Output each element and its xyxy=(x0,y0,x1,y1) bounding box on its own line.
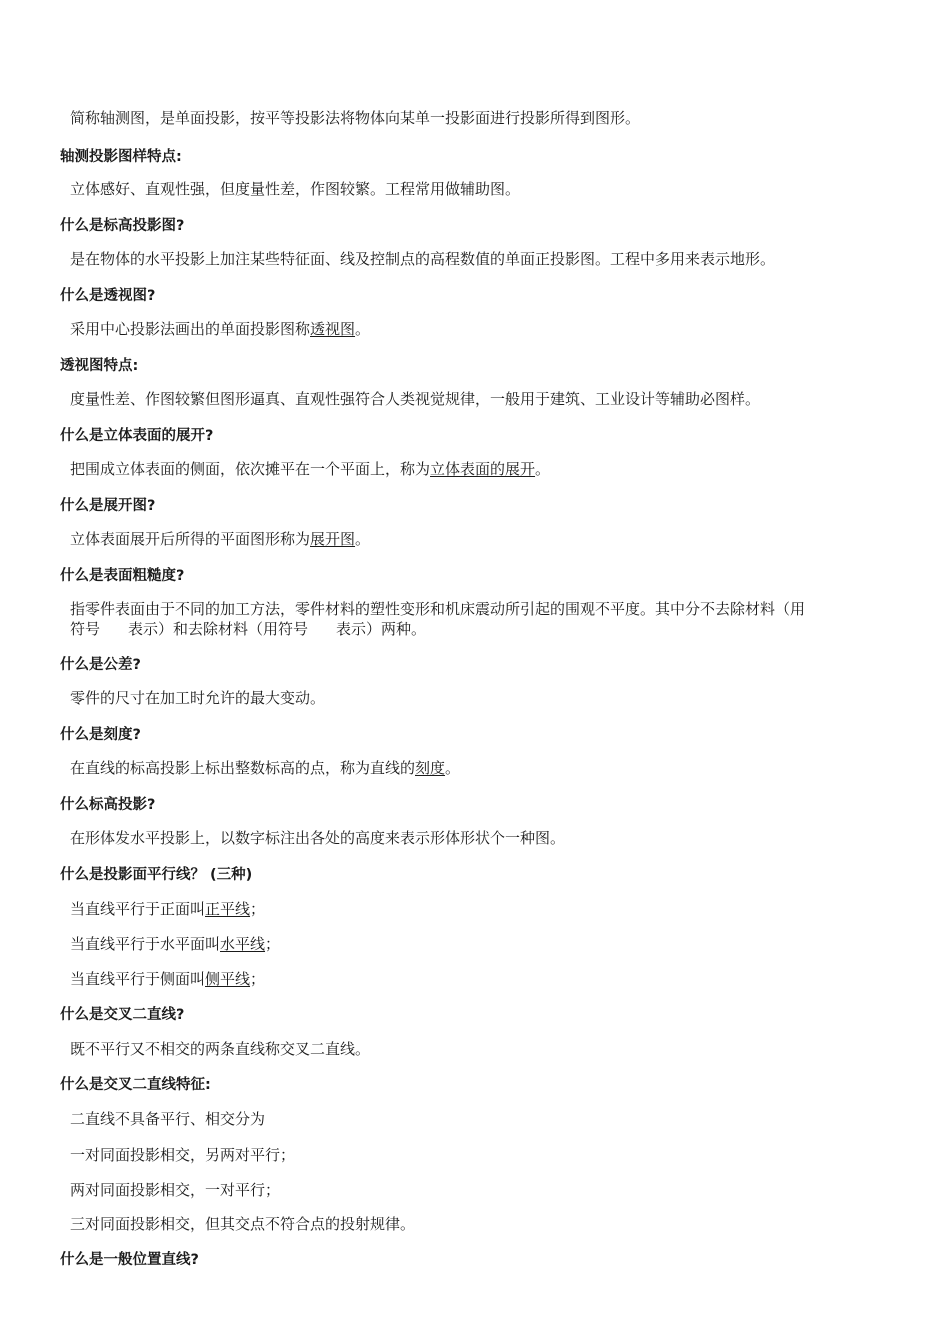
answer-text: 把围成立体表面的侧面，依次摊平在一个平面上，称为 xyxy=(70,460,431,478)
question-perspective-features: 透视图特点: xyxy=(60,358,139,374)
answer-suffix: ； xyxy=(250,970,266,988)
term-graduation: 刻度 xyxy=(415,759,446,777)
list-item-parallel-1 xyxy=(70,899,265,919)
question-elevation-projection: 什么是标高投影图? xyxy=(60,218,185,234)
question-perspective: 什么是透视图? xyxy=(60,288,156,304)
term-perspective: 透视图 xyxy=(310,320,356,338)
answer-suffix: ； xyxy=(250,900,266,918)
answer-development-drawing xyxy=(70,529,370,549)
answer-text: 当直线平行于水平面叫 xyxy=(70,935,221,953)
term-frontal-line: 正平线 xyxy=(205,900,251,918)
term-development-drawing: 展开图 xyxy=(310,530,356,548)
list-item-parallel-2 xyxy=(70,934,280,954)
question-tolerance: 什么是公差? xyxy=(60,657,141,673)
term-profile-line: 侧平线 xyxy=(205,970,251,988)
question-development-drawing: 什么是展开图? xyxy=(60,498,156,514)
term-horizontal-line: 水平线 xyxy=(220,935,266,953)
list-item-skew-2: 一对同面投影相交，另两对平行； xyxy=(70,1146,296,1164)
question-parallel-lines: 什么是投影面平行线？ (三种) xyxy=(60,867,253,883)
answer-roughness-line2 xyxy=(70,619,426,639)
question-surface-development: 什么是立体表面的展开? xyxy=(60,428,214,444)
list-item-skew-4: 三对同面投影相交，但其交点不符合点的投射规律。 xyxy=(70,1215,416,1233)
question-skew-features: 什么是交叉二直线特征: xyxy=(60,1077,211,1093)
answer-text: 表示）两种。 xyxy=(336,620,427,638)
answer-intro: 简称轴测图，是单面投影，按平等投影法将物体向某单一投影面进行投影所得到图形。 xyxy=(70,109,641,127)
answer-skew-lines: 既不平行又不相交的两条直线称交叉二直线。 xyxy=(70,1040,371,1058)
answer-suffix: 。 xyxy=(355,530,371,548)
list-item-skew-3: 两对同面投影相交，一对平行； xyxy=(70,1181,281,1199)
answer-suffix: 。 xyxy=(445,759,461,777)
answer-text: 当直线平行于正面叫 xyxy=(70,900,206,918)
answer-suffix: ； xyxy=(265,935,281,953)
question-general-line: 什么是一般位置直线? xyxy=(60,1252,199,1268)
question-roughness: 什么是表面粗糙度? xyxy=(60,568,185,584)
answer-perspective xyxy=(70,319,370,339)
answer-graduation xyxy=(70,758,460,778)
answer-axonometric-features: 立体感好、直观性强，但度量性差，作图较繁。工程常用做辅助图。 xyxy=(70,180,521,198)
answer-suffix: 。 xyxy=(355,320,371,338)
answer-perspective-features: 度量性差、作图较繁但图形逼真、直观性强符合人类视觉规律，一般用于建筑、工业设计等辅助必图样。 xyxy=(70,390,761,408)
answer-text: 立体表面展开后所得的平面图形称为 xyxy=(70,530,311,548)
answer-tolerance: 零件的尺寸在加工时允许的最大变动。 xyxy=(70,689,326,707)
question-axonometric-features: 轴测投影图样特点: xyxy=(60,149,182,165)
term-surface-development: 立体表面的展开 xyxy=(430,460,536,478)
question-elevation: 什么标高投影? xyxy=(60,797,156,813)
answer-surface-development xyxy=(70,459,550,479)
answer-text: 当直线平行于侧面叫 xyxy=(70,970,206,988)
answer-suffix: 。 xyxy=(535,460,551,478)
question-skew-lines: 什么是交叉二直线? xyxy=(60,1007,185,1023)
list-item-parallel-3 xyxy=(70,969,265,989)
list-item-skew-1: 二直线不具备平行、相交分为 xyxy=(70,1110,266,1128)
answer-text: 在直线的标高投影上标出整数标高的点，称为直线的 xyxy=(70,759,416,777)
answer-text: 采用中心投影法画出的单面投影图称 xyxy=(70,320,311,338)
question-graduation: 什么是刻度? xyxy=(60,727,141,743)
answer-elevation: 在形体发水平投影上，以数字标注出各处的高度来表示形体形状个一种图。 xyxy=(70,829,566,847)
answer-text: 符号 xyxy=(70,620,101,638)
answer-text: 表示）和去除材料（用符号 xyxy=(128,620,309,638)
answer-elevation-projection: 是在物体的水平投影上加注某些特征面、线及控制点的高程数值的单面正投影图。工程中多用来表示地形。 xyxy=(70,250,776,268)
answer-roughness-line1: 指零件表面由于不同的加工方法，零件材料的塑性变形和机床震动所引起的围观不平度。其中分不去除材料（用 xyxy=(70,600,806,618)
